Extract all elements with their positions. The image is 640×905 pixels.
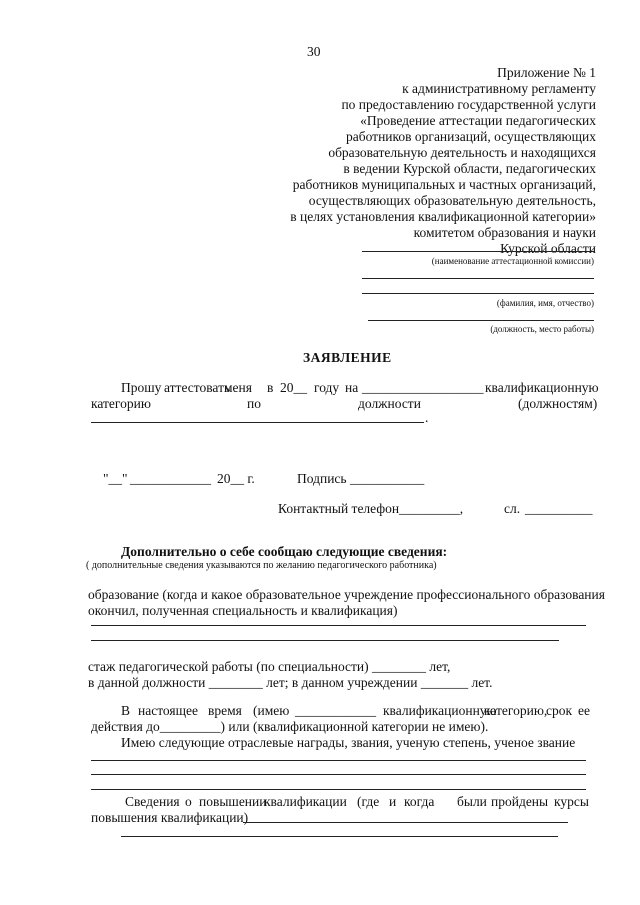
training-word: Сведения xyxy=(125,794,180,809)
category-blank[interactable]: __________________ xyxy=(362,380,484,395)
request-word: году xyxy=(314,380,340,395)
training-answer-line-2[interactable] xyxy=(121,836,558,837)
appendix-line: Курской области xyxy=(500,241,596,256)
appendix-line: по предоставлению государственной услуги xyxy=(341,97,596,112)
name-caption: (фамилия, имя, отчество) xyxy=(496,298,594,308)
education-line-2: окончил, полученная специальность и квалификация) xyxy=(88,603,398,618)
training-word: были xyxy=(457,794,487,809)
training-word: о xyxy=(185,794,192,809)
category-word: ее xyxy=(578,703,590,718)
date-year[interactable]: 20__ г. xyxy=(217,471,255,486)
awards-answer-line-3[interactable] xyxy=(91,789,586,790)
page-number: 30 xyxy=(307,44,321,59)
signature-field[interactable]: Подпись ___________ xyxy=(297,471,425,486)
appendix-line: в ведении Курской области, педагогических xyxy=(343,161,596,176)
appendix-line: работников организаций, осуществляющих xyxy=(346,129,596,144)
category-word: время xyxy=(208,703,242,718)
category-word: (имею xyxy=(253,703,290,718)
request-year: 20__ xyxy=(280,380,307,395)
current-category-field[interactable]: ____________ xyxy=(295,703,376,718)
date-month[interactable]: ____________ xyxy=(130,471,211,486)
experience-line-1[interactable]: стаж педагогической работы (по специальности) ________ лет, xyxy=(88,659,451,674)
training-line-2: повышения квалификации) xyxy=(91,810,249,825)
applicant-line-1[interactable] xyxy=(362,278,594,279)
date-day[interactable]: "__" xyxy=(103,471,128,486)
request-word: аттестовать xyxy=(164,380,231,395)
applicant-name-line[interactable] xyxy=(362,293,594,294)
cell-label: сл. xyxy=(504,501,521,516)
education-answer-line-1[interactable] xyxy=(91,625,586,626)
category-line-2[interactable]: действия до_________) или (квалификационной категории не имею). xyxy=(91,719,489,734)
request-word: на xyxy=(345,380,359,395)
request-word: меня xyxy=(224,380,252,395)
education-line-1: образование (когда и какое образовательное учреждение профессионального образования xyxy=(88,587,605,602)
request-word: в xyxy=(267,380,274,395)
request-word: категорию xyxy=(91,396,151,411)
position-caption: (должность, место работы) xyxy=(490,324,594,334)
training-word: пройдены xyxy=(491,794,549,809)
awards-line: Имею следующие отраслевые награды, звания, ученую степень, ученое звание xyxy=(121,735,576,750)
appendix-line: комитетом образования и науки xyxy=(413,225,596,240)
request-word: Прошу xyxy=(121,380,162,395)
training-word: курсы xyxy=(554,794,589,809)
appendix-line: «Проведение аттестации педагогических xyxy=(360,113,596,128)
appendix-line: к административному регламенту xyxy=(402,81,596,96)
additional-note: ( дополнительные сведения указываются по желанию педагогического работника) xyxy=(86,560,437,571)
document-title: ЗАЯВЛЕНИЕ xyxy=(303,350,392,365)
additional-heading: Дополнительно о себе сообщаю следующие сведения: xyxy=(121,544,448,559)
category-word: настоящее xyxy=(138,703,199,718)
appendix-line: работников муниципальных и частных организаций, xyxy=(292,177,596,192)
appendix-line: осуществляющих образовательную деятельность, xyxy=(308,193,596,208)
training-answer-line-1[interactable] xyxy=(243,822,568,823)
education-answer-line-2[interactable] xyxy=(91,640,559,641)
training-word: (где xyxy=(357,794,380,809)
cell-field[interactable]: __________ xyxy=(525,501,593,516)
awards-answer-line-2[interactable] xyxy=(91,774,586,775)
appendix-line: в целях установления квалификационной категории» xyxy=(290,209,596,224)
training-word: и xyxy=(389,794,397,809)
request-word: должности xyxy=(358,396,421,411)
phone-label: Контактный телефон xyxy=(278,501,400,516)
position-line[interactable] xyxy=(368,320,594,321)
commission-caption: (наименование аттестационной комиссии) xyxy=(431,256,594,266)
category-word: категорию, xyxy=(484,703,548,718)
training-word: квалификации xyxy=(264,794,347,809)
request-word: (должностям) xyxy=(518,396,598,411)
experience-line-2[interactable]: в данной должности ________ лет; в данном учреждении _______ лет. xyxy=(88,675,493,690)
appendix-line: образовательную деятельность и находящихся xyxy=(328,145,596,160)
category-word: срок xyxy=(546,703,573,718)
phone-field[interactable]: _________, xyxy=(399,501,464,516)
position-answer-line[interactable] xyxy=(91,422,424,423)
category-word: квалификационную xyxy=(383,703,497,718)
request-end-dot: . xyxy=(425,410,429,425)
request-word: квалификационную xyxy=(485,380,599,395)
appendix-line: Приложение № 1 xyxy=(497,65,596,80)
commission-name-line[interactable] xyxy=(362,251,594,252)
awards-answer-line-1[interactable] xyxy=(91,760,586,761)
request-word: по xyxy=(247,396,261,411)
category-word: В xyxy=(121,703,131,718)
training-word: повышении xyxy=(199,794,267,809)
training-word: когда xyxy=(404,794,435,809)
